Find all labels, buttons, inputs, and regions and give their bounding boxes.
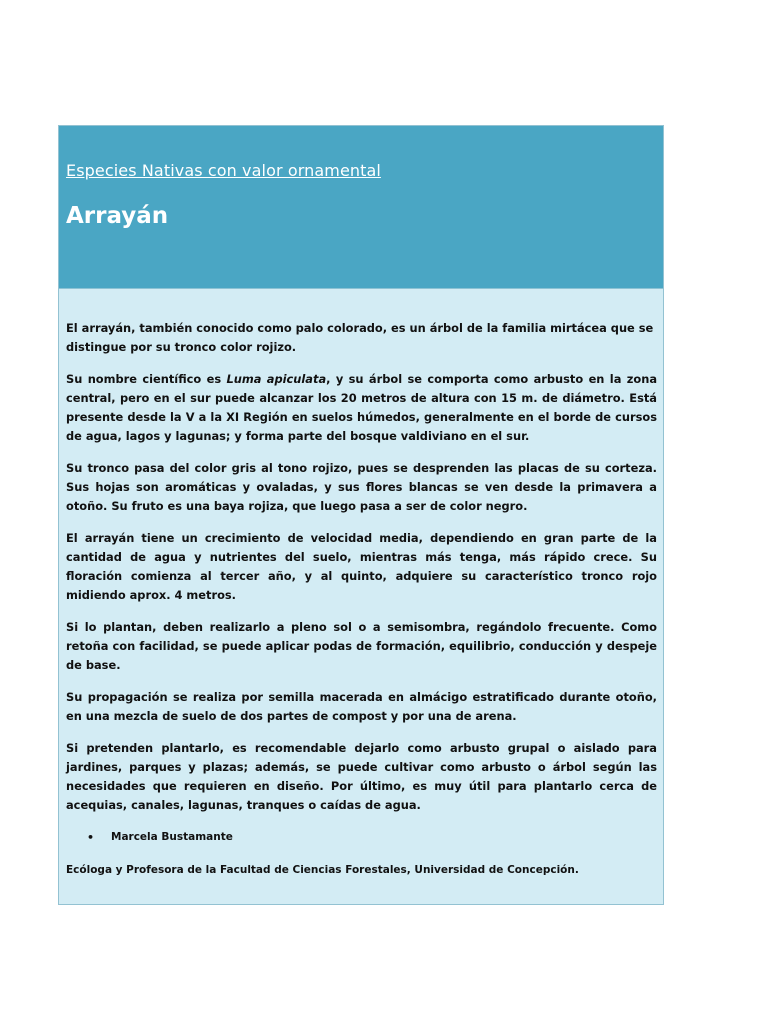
paragraph-scientific-name xyxy=(66,370,657,446)
species-name: Luma apiculata xyxy=(226,372,327,386)
article-card xyxy=(58,125,664,905)
paragraph-text: Su nombre científico es xyxy=(66,372,227,386)
author-line xyxy=(66,828,657,847)
article-title: Arrayán xyxy=(66,203,169,229)
author-name: Marcela Bustamante xyxy=(111,831,233,843)
paragraph-intro: El arrayán, también conocido como palo colorado, es un árbol de la familia mirtácea que se distingue por su tronco color rojizo. xyxy=(66,321,654,354)
author-affiliation: Ecóloga y Profesora de la Facultad de Ciencias Forestales, Universidad de Concepción. xyxy=(66,864,579,876)
paragraph-planting: Si lo plantan, deben realizarlo a pleno sol o a semisombra, regándolo frecuente. Como retoña con facilidad, se puede aplicar podas de formación, equilibrio, conducción y despeje de base. xyxy=(66,620,657,672)
paragraph-text: , y su árbol se comporta como arbusto en la zona central, pero en el sur puede alcanzar los 20 metros de altura con 15 m. de diámetro. Está presente desde la V a la XI Región en suelos húmedos, generalmente en el borde de cursos de agua, lagos y lagunas; y forma parte del bosque valdiviano en el sur. xyxy=(66,372,658,443)
paragraph-propagation: Su propagación se realiza por semilla macerada en almácigo estratificado durante otoño, en una mezcla de suelo de dos partes de compost y por una de arena. xyxy=(66,690,657,723)
section-kicker: Especies Nativas con valor ornamental xyxy=(66,161,381,180)
bullet-icon: • xyxy=(87,831,95,844)
paragraph-growth: El arrayán tiene un crecimiento de velocidad media, dependiendo en gran parte de la cantidad de agua y nutrientes del suelo, mientras más tenga, más rápido crece. Su floración comienza al tercer año, y al quinto, adquiere su característico tronco rojo midiendo aprox. 4 metros. xyxy=(66,531,657,602)
article-header xyxy=(59,126,663,289)
article-body xyxy=(66,319,657,893)
paragraph-description: Su tronco pasa del color gris al tono rojizo, pues se desprenden las placas de su corteza. Sus hojas son aromáticas y ovaladas, y sus flores blancas se ven desde la primavera a otoño. Su fruto es una baya rojiza, que luego pasa a ser de color negro. xyxy=(66,461,657,513)
paragraph-uses: Si pretenden plantarlo, es recomendable dejarlo como arbusto grupal o aislado para jardines, parques y plazas; además, se puede cultivar como arbusto o árbol según las necesidades que requieren en diseño. Por último, es muy útil para plantarlo cerca de acequias, canales, lagunas, tranques o caídas de agua. xyxy=(66,741,657,812)
